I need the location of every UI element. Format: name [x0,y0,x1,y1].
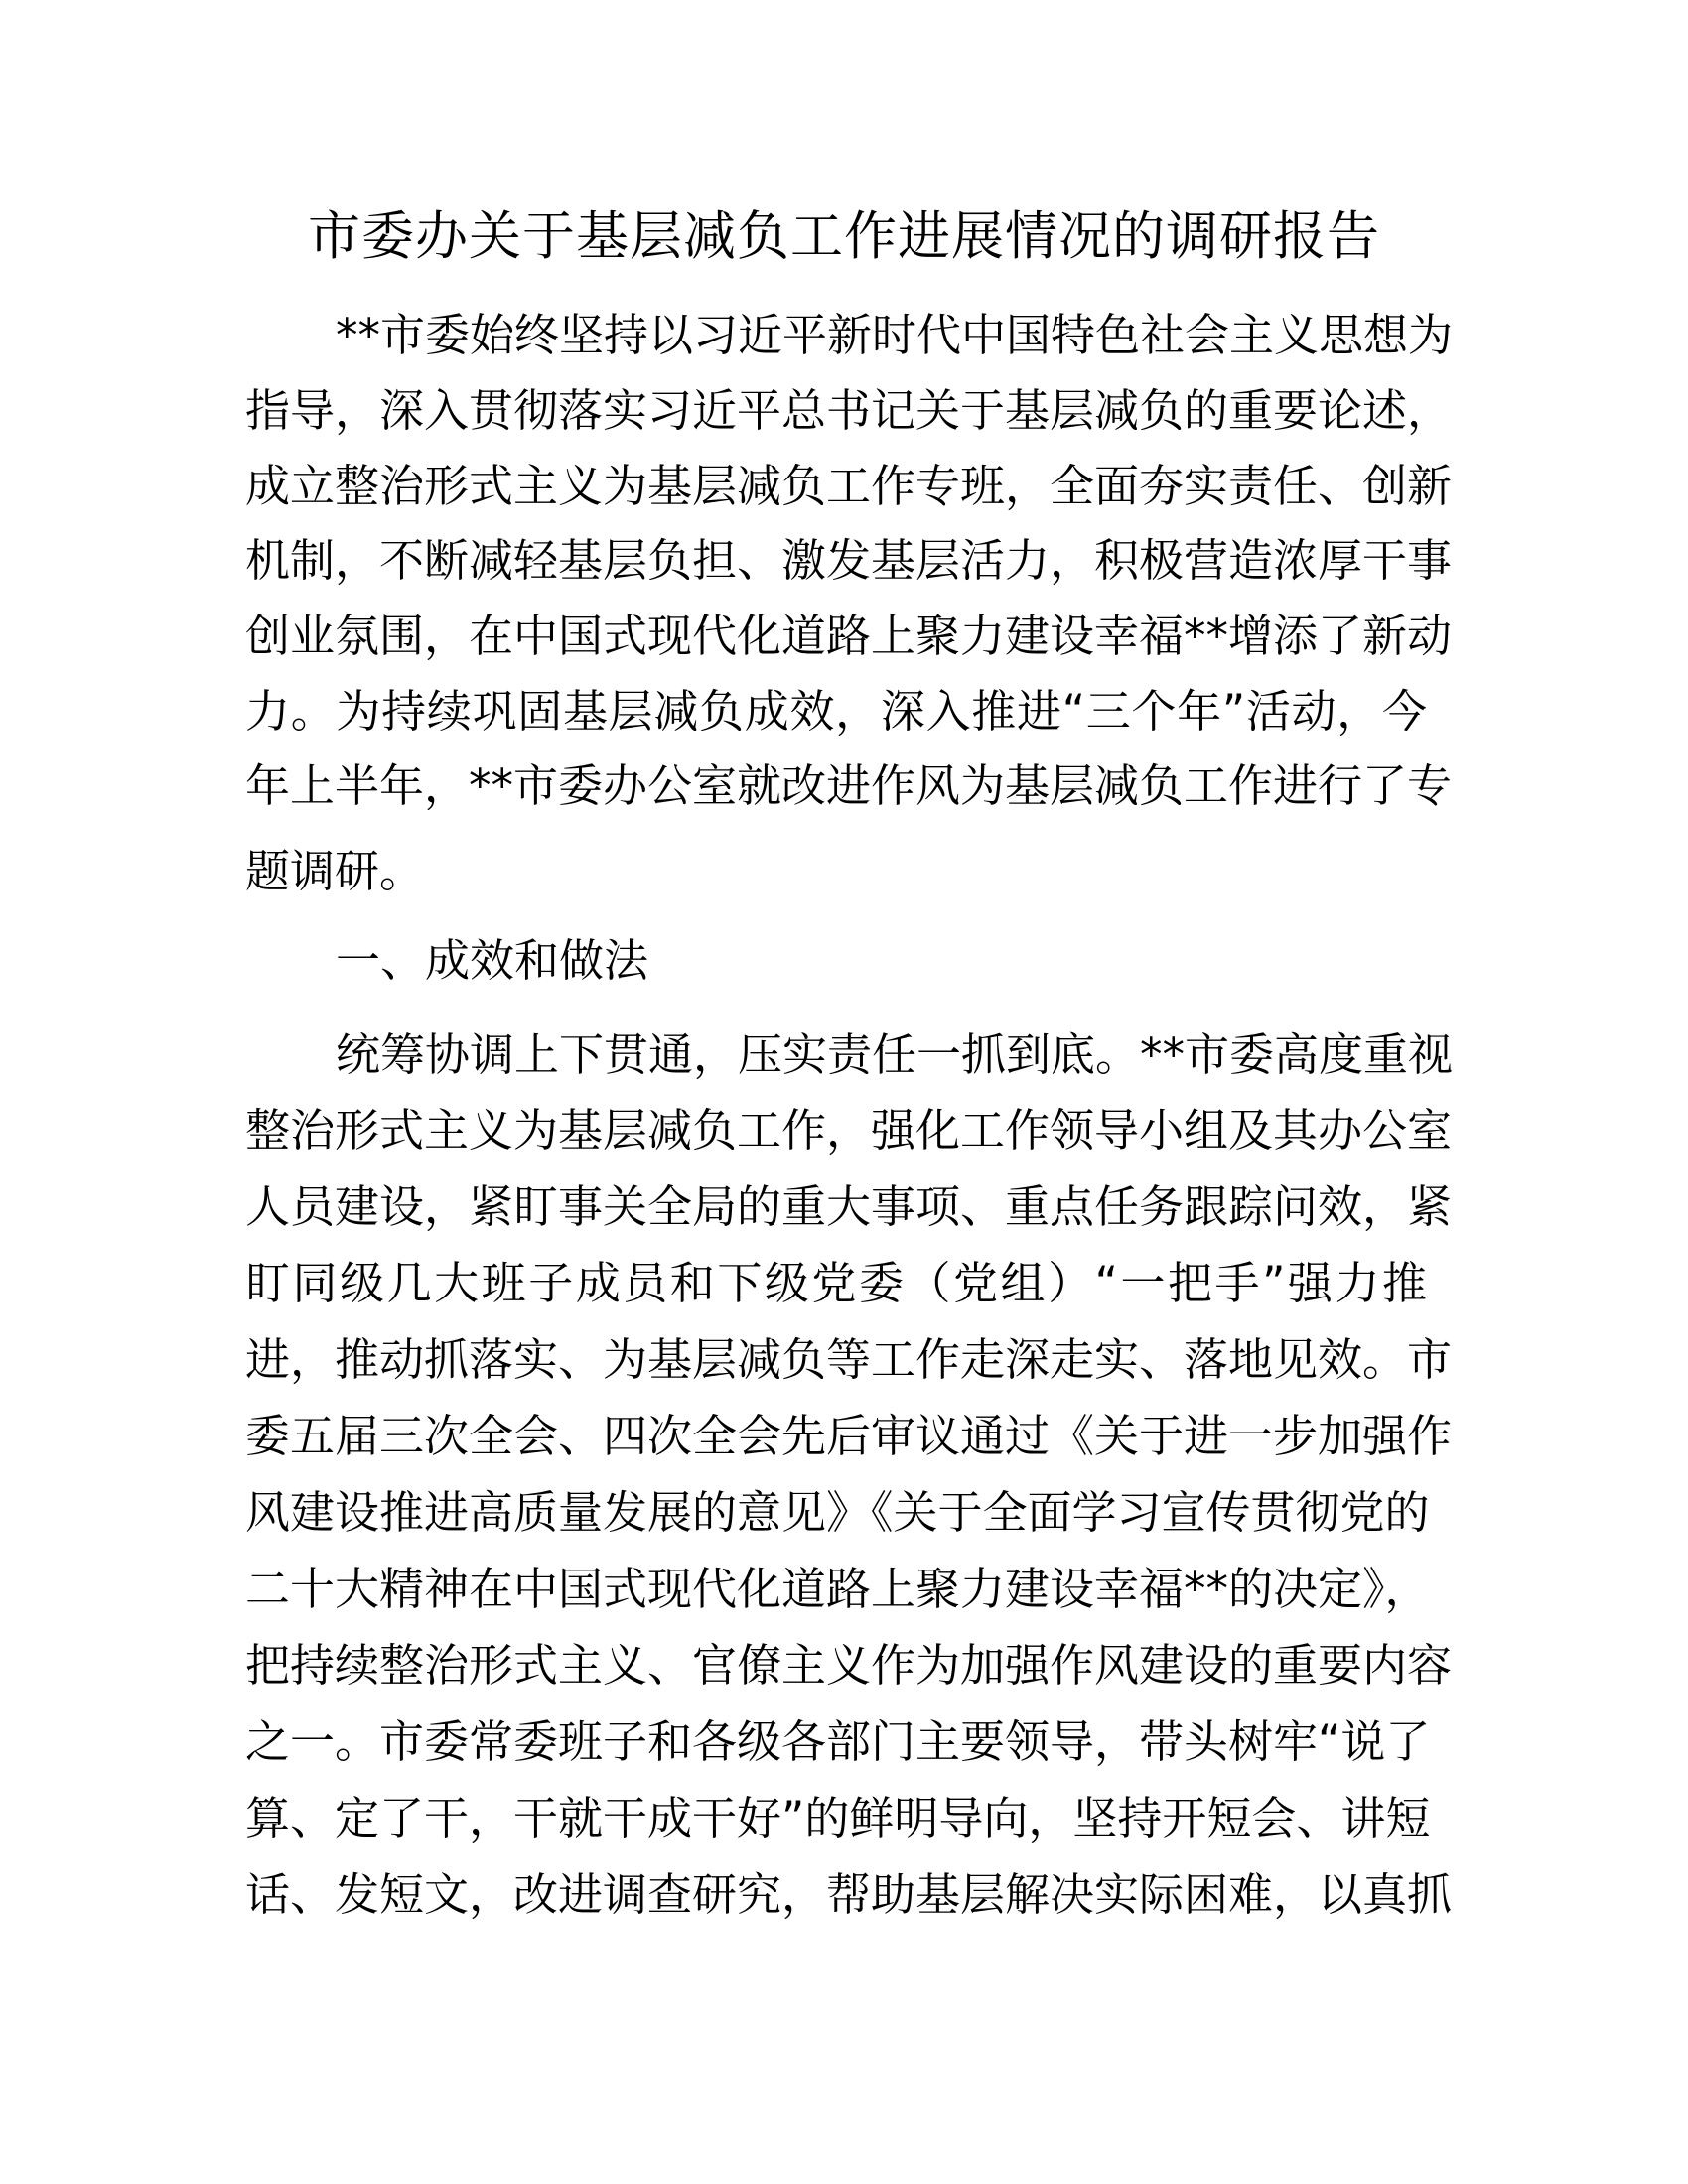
paragraph-line: 人员建设，紧盯事关全局的重大事项、重点任务跟踪问效，紧 [245,1180,1453,1233]
paragraph-line: 统筹协调上下贯通，压实责任一抓到底。**市委高度重视 [336,1028,1454,1081]
paragraph-line: 二十大精神在中国式现代化道路上聚力建设幸福**的决定》， [245,1563,1430,1615]
section-heading: 一、成效和做法 [336,934,649,987]
paragraph-line: 机制，不断减轻基层负担、激发基层活力，积极营造浓厚干事 [245,534,1453,587]
paragraph-line: 力。为持续巩固基层减负成效，深入推进“三个年”活动，今 [245,685,1427,738]
paragraph-line: 进，推动抓落实、为基层减负等工作走深走实、落地见效。市 [245,1333,1453,1386]
paragraph-line: 题调研。 [245,845,425,897]
paragraph-line: 年上半年，**市委办公室就改进作风为基层减负工作进行了专 [245,759,1453,812]
paragraph-line: 指导，深入贯彻落实习近平总书记关于基层减负的重要论述， [245,384,1453,437]
paragraph-line: 成立整治形式主义为基层减负工作专班，全面夯实责任、创新 [245,460,1453,512]
paragraph-line: 委五届三次全会、四次全会先后审议通过《关于进一步加强作 [245,1410,1453,1462]
paragraph-line: 风建设推进高质量发展的意见》《关于全面学习宣传贯彻党的 [245,1486,1430,1539]
document-title: 市委办关于基层减负工作进展情况的调研报告 [308,206,1380,267]
paragraph-line: 创业氛围，在中国式现代化道路上聚力建设幸福**增添了新动 [245,610,1453,662]
paragraph-line: 盯同级几大班子成员和下级党委（党组）“一把手”强力推 [245,1257,1427,1309]
paragraph-line: 把持续整治形式主义、官僚主义作为加强作风建设的重要内容 [245,1639,1453,1692]
paragraph-line: **市委始终坚持以习近平新时代中国特色社会主义思想为 [336,309,1454,361]
paragraph-line: 算、定了干，干就干成干好”的鲜明导向，坚持开短会、讲短 [245,1792,1431,1844]
paragraph-line: 之一。市委常委班子和各级各部门主要领导，带头树牢“说了 [245,1715,1431,1768]
paragraph-line: 话、发短文，改进调查研究，帮助基层解决实际困难，以真抓 [245,1868,1453,1921]
paragraph-line: 整治形式主义为基层减负工作，强化工作领导小组及其办公室 [245,1104,1453,1157]
